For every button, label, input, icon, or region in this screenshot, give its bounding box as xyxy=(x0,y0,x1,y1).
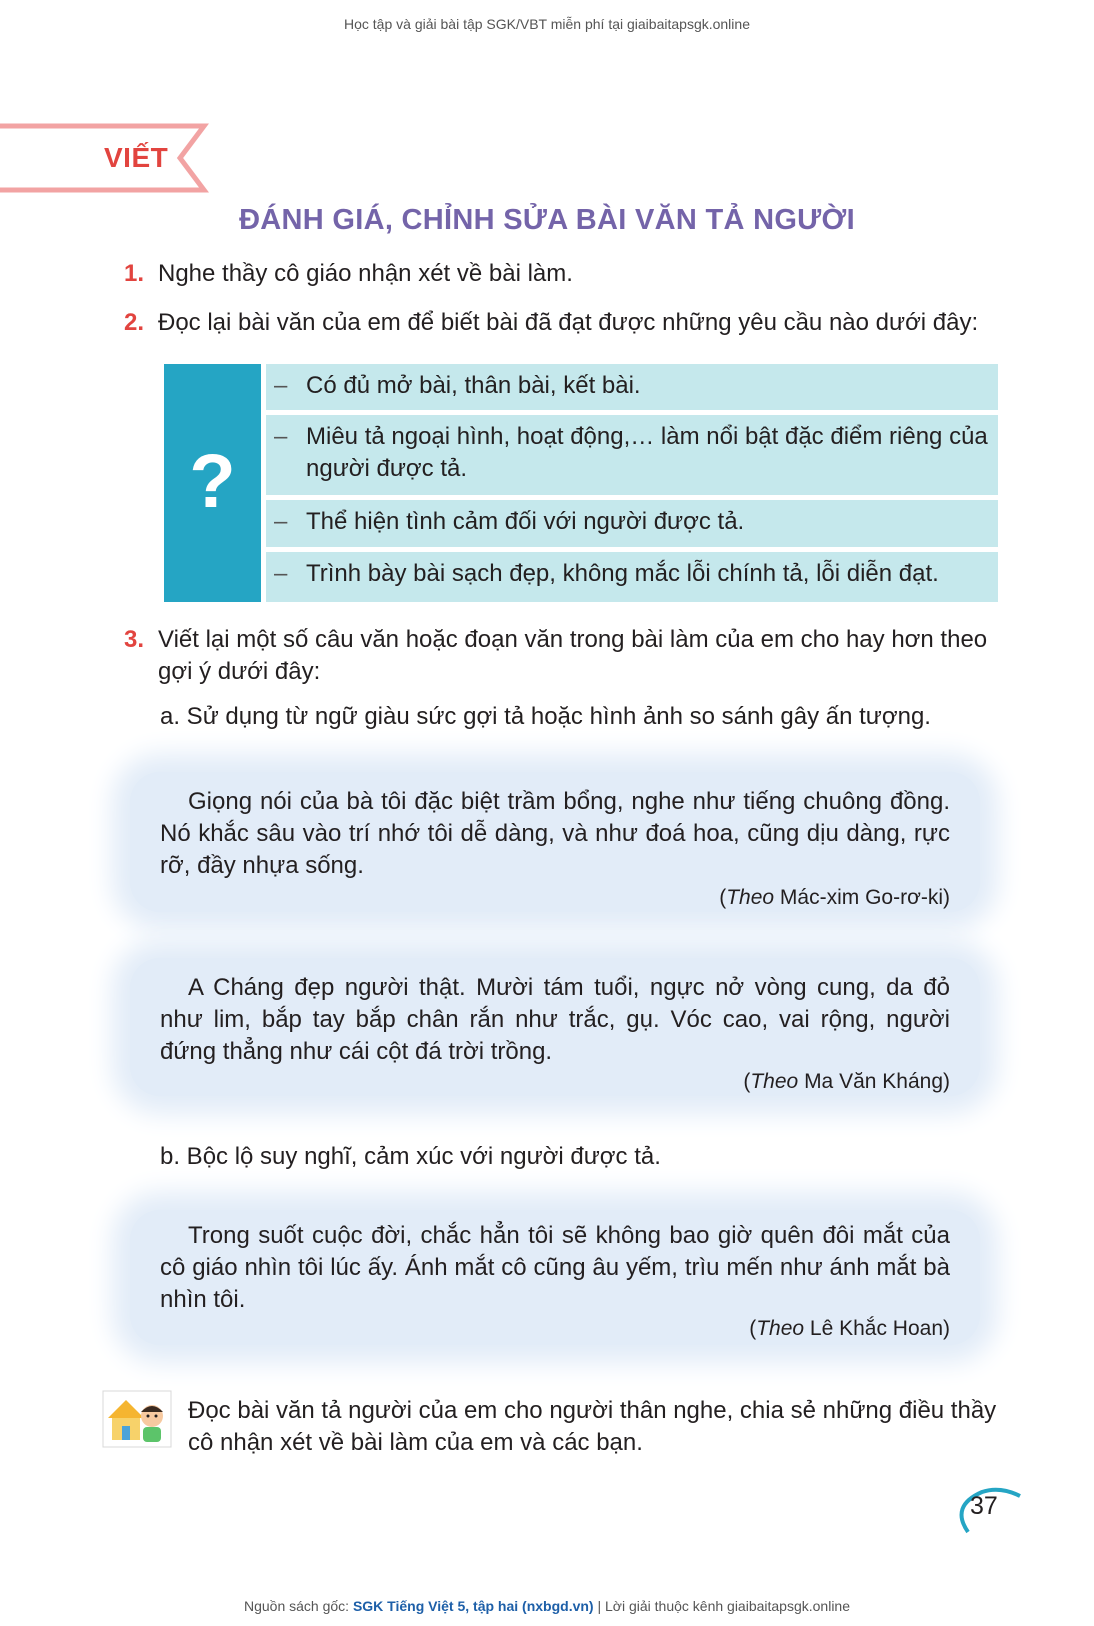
quote-text: Trong suốt cuộc đời, chắc hẳn tôi sẽ không bao giờ quên đôi mắt của cô giáo nhìn tôi lúc ấy. Ánh mắt cô cũng âu yếm, trìu mến như ánh mắt bà nhìn tôi. xyxy=(160,1222,950,1313)
quote-citation xyxy=(719,886,950,910)
task-3-number: 3. xyxy=(124,626,145,653)
requirement-row xyxy=(266,552,998,602)
task-2-text: Đọc lại bài văn của em để biết bài đã đạt được những yêu cầu nào dưới đây: xyxy=(158,309,979,336)
section-tag xyxy=(0,120,220,196)
quote-block xyxy=(130,1210,980,1345)
requirements-box xyxy=(164,364,998,602)
requirement-row xyxy=(266,415,998,495)
cite-open: ( xyxy=(743,1070,751,1093)
sub-task-a: a. Sử dụng từ ngữ giàu sức gợi tả hoặc hình ảnh so sánh gây ấn tượng. xyxy=(160,703,931,730)
footer-source: SGK Tiếng Việt 5, tập hai (nxbgd.vn) xyxy=(352,1598,594,1614)
footer-note xyxy=(0,1598,1094,1614)
dash: – xyxy=(274,423,288,450)
footer-suffix: | Lời giải thuộc kênh giaibaitapsgk.online xyxy=(593,1598,851,1614)
home-activity-text: Đọc bài văn tả người của em cho người thân nghe, chia sẻ những điều thầy cô nhận xét về bài làm của em và các bạn. xyxy=(188,1397,997,1456)
page-number: 37 xyxy=(970,1492,998,1520)
requirement-text: Có đủ mở bài, thân bài, kết bài. xyxy=(306,372,641,399)
quote-text: Giọng nói của bà tôi đặc biệt trầm bổng, nghe như tiếng chuông đồng. Nó khắc sâu vào trí nhớ tôi dễ dàng, và như đoá hoa, cũng dịu dàng, rực rỡ, đầy nhựa sống. xyxy=(160,788,950,879)
task-3-text: Viết lại một số câu văn hoặc đoạn văn trong bài làm của em cho hay hơn theo gợi ý dưới đây: xyxy=(158,626,988,685)
home-activity-icon xyxy=(102,1390,172,1448)
requirement-text: Miêu tả ngoại hình, hoạt động,… làm nổi bật đặc điểm riêng của người được tả. xyxy=(306,423,988,482)
cite-author: Mác-xim Go-rơ-ki) xyxy=(774,886,950,909)
cite-theo: Theo xyxy=(750,1070,799,1093)
task-1-number: 1. xyxy=(124,260,145,287)
cite-author: Ma Văn Kháng) xyxy=(798,1070,950,1093)
quote-citation xyxy=(749,1317,950,1341)
cite-theo: Theo xyxy=(756,1317,805,1340)
cite-theo: Theo xyxy=(726,886,775,909)
section-tag-label: VIẾT xyxy=(104,142,169,173)
page-number-badge xyxy=(940,1476,1030,1536)
dash: – xyxy=(274,560,288,587)
quote-citation xyxy=(743,1070,950,1094)
quote-text: A Cháng đẹp người thật. Mười tám tuổi, ngực nở vòng cung, da đỏ như lim, bắp tay bắp chân rắn như trắc, gụ. Vóc cao, vai rộng, người đứng thẳng như cái cột đá trời trồng. xyxy=(160,974,950,1065)
question-panel xyxy=(164,364,261,602)
footer-prefix: Nguồn sách gốc: xyxy=(243,1598,353,1614)
task-2-number: 2. xyxy=(124,309,145,336)
task-1-text: Nghe thầy cô giáo nhận xét về bài làm. xyxy=(158,260,573,287)
cite-open: ( xyxy=(749,1317,757,1340)
dash: – xyxy=(274,508,288,535)
header-note: Học tập và giải bài tập SGK/VBT miễn phí tại giaibaitapsgk.online xyxy=(344,16,750,32)
cite-open: ( xyxy=(719,886,727,909)
requirement-text: Trình bày bài sạch đẹp, không mắc lỗi chính tả, lỗi diễn đạt. xyxy=(306,560,939,587)
quote-block xyxy=(130,958,980,1096)
cite-author: Lê Khắc Hoan) xyxy=(804,1317,950,1340)
requirement-text: Thể hiện tình cảm đối với người được tả. xyxy=(306,508,745,535)
question-mark-icon: ? xyxy=(189,438,236,524)
dash: – xyxy=(274,372,288,399)
requirement-row xyxy=(266,364,998,410)
lesson-title: ĐÁNH GIÁ, CHỈNH SỬA BÀI VĂN TẢ NGƯỜI xyxy=(239,204,855,236)
requirement-row xyxy=(266,500,998,547)
quote-block xyxy=(130,772,980,912)
sub-task-b: b. Bộc lộ suy nghĩ, cảm xúc với người được tả. xyxy=(160,1143,661,1170)
